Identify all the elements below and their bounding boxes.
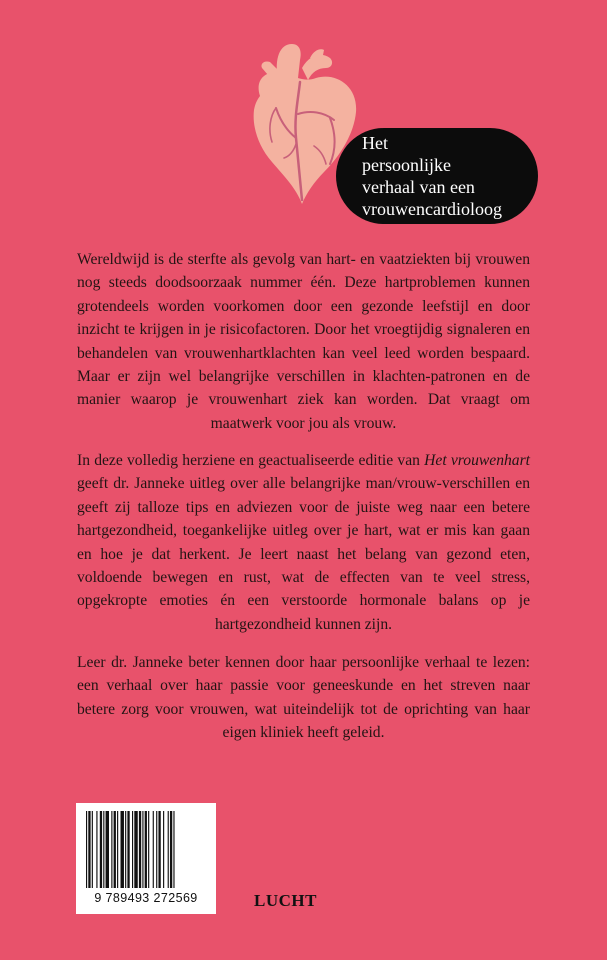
barcode-bar bbox=[103, 811, 104, 888]
book-title: Het vrouwenhart bbox=[424, 452, 530, 469]
barcode-bar bbox=[145, 811, 147, 888]
tagline-badge: Het persoonlijke verhaal van een vrouwencardioloog bbox=[336, 128, 538, 224]
barcode-bar bbox=[139, 811, 141, 888]
barcode-bar bbox=[111, 811, 112, 888]
blurb-paragraph-2 bbox=[77, 449, 530, 636]
barcode-bar bbox=[158, 811, 160, 888]
barcode-bars bbox=[85, 811, 207, 888]
barcode-bar bbox=[114, 811, 116, 888]
barcode-bar bbox=[88, 811, 90, 888]
barcode-bar bbox=[92, 811, 93, 888]
barcode-bar bbox=[163, 811, 164, 888]
barcode-bar bbox=[170, 811, 172, 888]
publisher-logo: LUCHT bbox=[254, 891, 317, 910]
barcode-bar bbox=[168, 811, 169, 888]
barcode-bar bbox=[121, 811, 124, 888]
barcode-bar bbox=[127, 811, 129, 888]
paragraph-2-intro: In deze volledig herziene en geactualiseerde editie van bbox=[77, 452, 425, 469]
barcode-bar bbox=[148, 811, 149, 888]
blurb-paragraph-3: Leer dr. Janneke beter kennen door haar persoonlijke verhaal te lezen: een verhaal over haar passie voor geneeskunde en het streven naar betere zorg voor vrouwen, wat uiteindelijk tot de oprichting van haar eigen kliniek heeft geleid. bbox=[77, 654, 530, 742]
blurb-paragraph-1: Wereldwijd is de sterfte als gevolg van hart- en vaatziekten bij vrouwen nog steeds doodsoorzaak nummer één. Deze hartproblemen kunnen grotendeels worden voorkomen door een gezonde leefstijl en door inzicht te krijgen in je risicofactoren. Door het vroegtijdig signaleren en behandelen van vrouwenhartklachten kan veel leed worden bespaard. Maar er zijn wel belangrijke verschillen in klachten-patronen en de manier waarop je vrouwenhart ziek kan worden. Dat vraagt om maatwerk voor jou als vrouw. bbox=[77, 251, 530, 432]
barcode-bar bbox=[106, 811, 109, 888]
barcode-bar bbox=[117, 811, 118, 888]
barcode-bar bbox=[96, 811, 97, 888]
isbn-number: 9 789493 272569 bbox=[94, 891, 198, 905]
barcode-bar bbox=[100, 811, 102, 888]
barcode-bar bbox=[86, 811, 87, 888]
barcode bbox=[76, 803, 216, 914]
barcode-bar bbox=[153, 811, 154, 888]
barcode-bar bbox=[142, 811, 143, 888]
barcode-bar bbox=[134, 811, 137, 888]
barcode-bar bbox=[125, 811, 126, 888]
barcode-bar bbox=[132, 811, 133, 888]
barcode-bar bbox=[156, 811, 157, 888]
paragraph-2-rest: geeft dr. Janneke uitleg over alle belangrijke man/vrouw-verschillen en geeft zij talloze tips en adviezen voor de juiste weg naar een betere hartgezondheid, toegankelijke uitleg over je hart, wat er mis kan gaan en hoe je dat herkent. Je leert naast het belang van gezond eten, voldoende bewegen en rust, wat de effecten van te veel stress, opgekropte emoties én een verstoorde hormonale balans op je hartgezondheid kunnen zijn. bbox=[77, 475, 530, 633]
barcode-bar bbox=[173, 811, 174, 888]
